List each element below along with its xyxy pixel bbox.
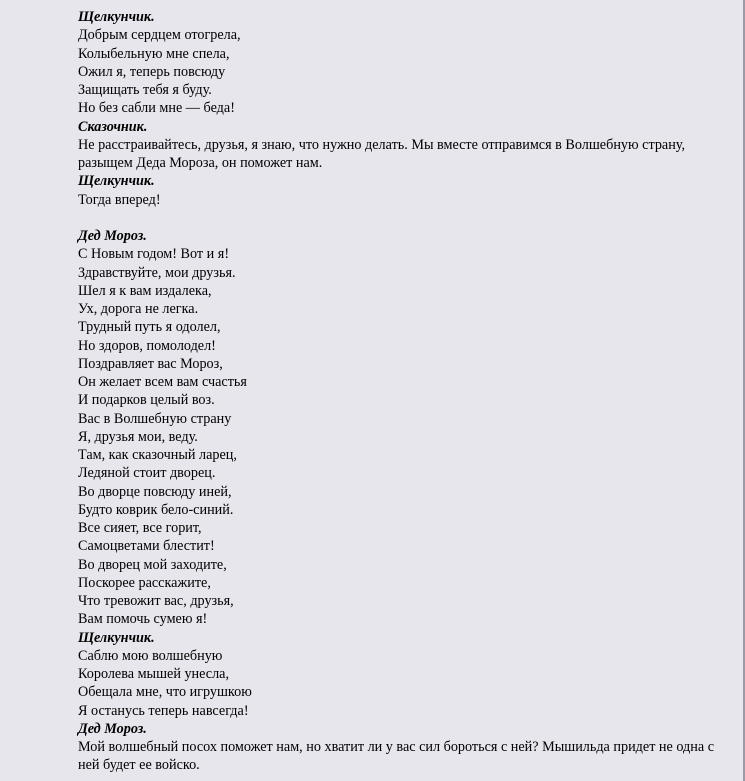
speaker-name: Дед Мороз. (78, 228, 147, 244)
script-document (78, 8, 738, 775)
verse-line: Во дворце повсюду иней, (78, 483, 232, 500)
blank-line (78, 209, 738, 227)
verse-line: Королева мышей унесла, (78, 666, 230, 682)
verse-line: И подарков целый воз. (78, 392, 215, 409)
verse-line: Вам помочь сумею я! (78, 611, 208, 628)
verse-line: Я останусь теперь навсегда! (78, 702, 249, 719)
speaker-name: Дед Мороз. (78, 720, 147, 737)
verse-line: Ух, дорога не легка. (78, 301, 199, 317)
verse-line: Самоцветами блестит! (78, 538, 215, 555)
verse-line: Обещала мне, что игрушкою (78, 684, 252, 701)
verse-line: Все сияет, все горит, (78, 520, 202, 536)
speaker-name: Сказочник. (78, 118, 148, 135)
verse-line: Шел я к вам издалека, (78, 282, 212, 299)
verse-line: Но здоров, помолодел! (78, 337, 216, 354)
verse-line: С Новым годом! Вот и я! (78, 246, 230, 263)
speaker-name: Щелкунчик. (78, 629, 155, 646)
verse-line: Здравствуйте, мои друзья. (78, 264, 236, 281)
verse-line: Тогда вперед! (78, 191, 161, 208)
prose-paragraph: Не расстраивайтесь, друзья, я знаю, что нужно делать. Мы вместе отправимся в Волшебную страну, разыщем Деда Мороза, он поможет нам. (78, 136, 686, 171)
verse-line: Колыбельную мне спела, (78, 45, 230, 62)
speaker-name: Щелкунчик. (78, 173, 155, 190)
verse-line: Добрым сердцем отогрела, (78, 27, 241, 44)
verse-line: Трудный путь я одолел, (78, 319, 221, 336)
speaker-name: Щелкунчик. (78, 9, 155, 25)
verse-line: Вас в Волшебную страну (78, 410, 232, 427)
verse-line: Поздравляет вас Мороз, (78, 355, 223, 372)
verse-line: Во дворец мой заходите, (78, 556, 227, 573)
verse-line: Ожил я, теперь повсюду (78, 63, 226, 80)
verse-line: Что тревожит вас, друзья, (78, 593, 234, 609)
verse-line: Ледяной стоит дворец. (78, 465, 216, 482)
verse-line: Я, друзья мои, веду. (78, 428, 198, 445)
verse-line: Там, как сказочный ларец, (78, 447, 237, 463)
verse-line: Будто коврик бело-синий. (78, 501, 234, 518)
verse-line: Поскорее расскажите, (78, 574, 211, 591)
verse-line: Защищать тебя я буду. (78, 82, 212, 98)
prose-paragraph: Мой волшебный посох поможет нам, но хватит ли у вас сил бороться с ней? Мышильда придет не одна с ней будет ее войско. (78, 739, 715, 774)
verse-line: Саблю мою волшебную (78, 647, 223, 664)
verse-line: Но без сабли мне — беда! (78, 100, 235, 117)
verse-line: Он желает всем вам счастья (78, 374, 247, 390)
